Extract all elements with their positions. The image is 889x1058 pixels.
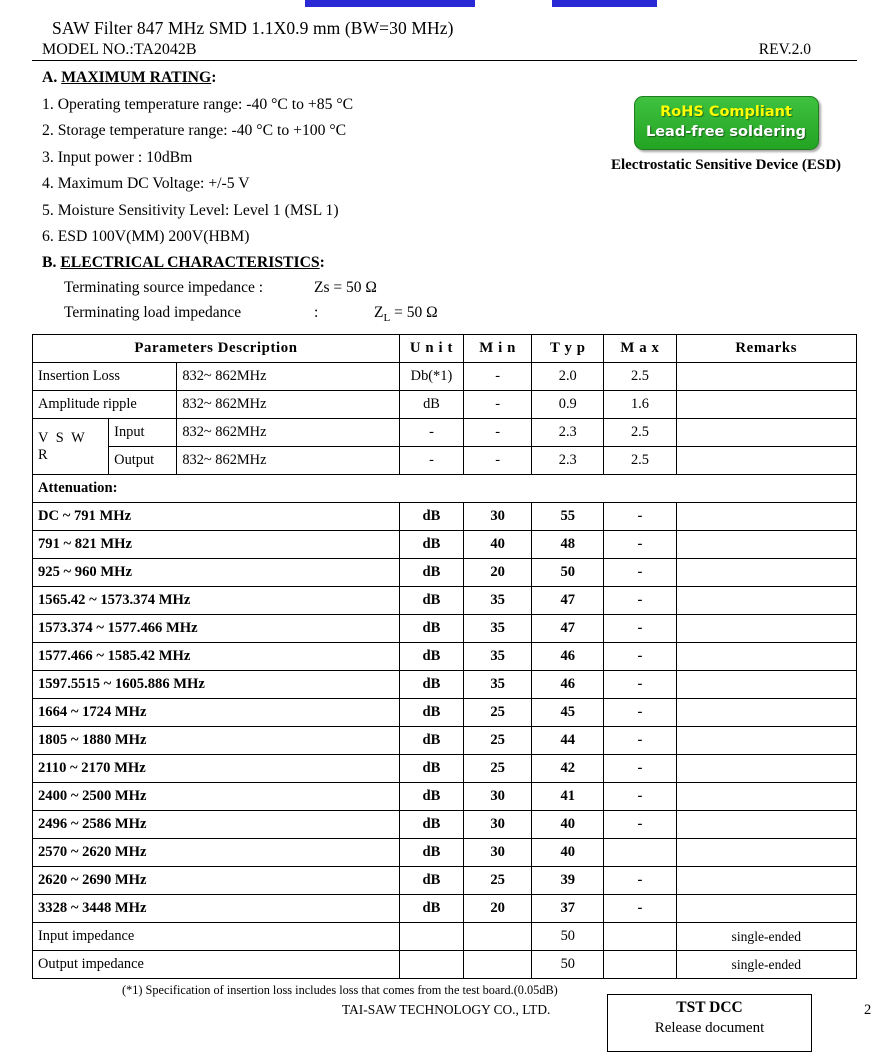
param-max: 2.5 [604, 447, 676, 475]
table-row [33, 923, 857, 951]
param-unit: - [399, 447, 463, 475]
attn-unit: dB [399, 615, 463, 643]
attn-min: 35 [464, 615, 532, 643]
table-row [33, 867, 857, 895]
attn-max: - [604, 503, 676, 531]
page-title: SAW Filter 847 MHz SMD 1.1X0.9 mm (BW=30 MHz) [52, 18, 454, 38]
attn-remarks [676, 531, 856, 559]
attn-remarks [676, 671, 856, 699]
header-max: M a x [604, 335, 676, 363]
attn-band: 1664 ~ 1724 MHz [33, 699, 400, 727]
attn-unit: dB [399, 867, 463, 895]
top-link-bar-left [305, 0, 475, 7]
rating-item: 3. Input power : 10dBm [42, 148, 193, 166]
param-freq: 832~ 862MHz [177, 419, 400, 447]
attn-typ: 41 [532, 783, 604, 811]
attn-typ: 48 [532, 531, 604, 559]
attn-typ: 45 [532, 699, 604, 727]
attn-band: 1565.42 ~ 1573.374 MHz [33, 587, 400, 615]
section-b-suffix: : [319, 254, 325, 271]
param-freq: 832~ 862MHz [177, 363, 400, 391]
footnote: (*1) Specification of insertion loss includes loss that comes from the test board.(0.05dB) [122, 983, 558, 998]
attn-min: 25 [464, 699, 532, 727]
attn-min: 30 [464, 783, 532, 811]
section-b-prefix: B. [42, 254, 61, 271]
table-row [33, 839, 857, 867]
table-row [33, 419, 857, 447]
page-number: 2 [864, 1002, 872, 1019]
attn-max: - [604, 783, 676, 811]
attn-unit: dB [399, 839, 463, 867]
company-name: TAI-SAW TECHNOLOGY CO., LTD. [342, 1002, 551, 1018]
attn-band: 2620 ~ 2690 MHz [33, 867, 400, 895]
attn-max: - [604, 895, 676, 923]
rating-item: 5. Moisture Sensitivity Level: Level 1 (MSL 1) [42, 201, 339, 219]
param-sub-output: Output [109, 447, 177, 475]
table-row [33, 951, 857, 979]
attn-min: 40 [464, 531, 532, 559]
param-max: 2.5 [604, 363, 676, 391]
source-impedance-label: Terminating source impedance : [64, 279, 264, 296]
dcc-subtitle: Release document [654, 1020, 765, 1037]
attn-min: 25 [464, 755, 532, 783]
attn-min: 25 [464, 727, 532, 755]
table-row [33, 447, 857, 475]
param-typ: 2.0 [532, 363, 604, 391]
attn-typ: 47 [532, 615, 604, 643]
param-typ: 0.9 [532, 391, 604, 419]
source-impedance-line [42, 279, 857, 297]
section-electrical-characteristics [32, 254, 857, 324]
param-remarks [676, 391, 856, 419]
attn-unit: dB [399, 783, 463, 811]
table-row [33, 671, 857, 699]
param-remarks [676, 363, 856, 391]
table-row [33, 391, 857, 419]
param-unit: Db(*1) [399, 363, 463, 391]
attn-typ: 44 [532, 727, 604, 755]
table-row [33, 587, 857, 615]
attn-remarks [676, 867, 856, 895]
attn-unit: dB [399, 727, 463, 755]
impedance-unit [399, 923, 463, 951]
attn-typ: 55 [532, 503, 604, 531]
top-link-bar-right [552, 0, 657, 7]
source-impedance-value: Zs = 50 Ω [314, 279, 377, 296]
param-sub-input: Input [109, 419, 177, 447]
attn-remarks [676, 559, 856, 587]
table-row [33, 363, 857, 391]
attn-typ: 42 [532, 755, 604, 783]
table-row [33, 699, 857, 727]
rating-item: 2. Storage temperature range: -40 °C to +100 °C [42, 122, 347, 139]
param-min: - [464, 391, 532, 419]
attn-min: 35 [464, 643, 532, 671]
attn-typ: 46 [532, 643, 604, 671]
header-unit: U n i t [399, 335, 463, 363]
attn-band: 1597.5515 ~ 1605.886 MHz [33, 671, 400, 699]
section-b-heading-text: ELECTRICAL CHARACTERISTICS [60, 254, 320, 271]
lead-free-label: Lead-free soldering [645, 124, 807, 140]
attn-typ: 50 [532, 559, 604, 587]
param-freq: 832~ 862MHz [177, 447, 400, 475]
param-typ: 2.3 [532, 419, 604, 447]
table-row [33, 895, 857, 923]
attn-band: 2110 ~ 2170 MHz [33, 755, 400, 783]
attn-unit: dB [399, 755, 463, 783]
param-remarks [676, 419, 856, 447]
attn-remarks [676, 503, 856, 531]
attn-max: - [604, 643, 676, 671]
attn-typ: 37 [532, 895, 604, 923]
param-name: Amplitude ripple [33, 391, 177, 419]
param-typ: 2.3 [532, 447, 604, 475]
attn-max: - [604, 811, 676, 839]
section-a-prefix: A. [42, 69, 62, 86]
param-max: 1.6 [604, 391, 676, 419]
section-a-heading-text: MAXIMUM RATING [61, 69, 212, 86]
attn-unit: dB [399, 811, 463, 839]
attn-min: 20 [464, 559, 532, 587]
attn-max: - [604, 867, 676, 895]
attn-max [604, 839, 676, 867]
attn-typ: 40 [532, 811, 604, 839]
attn-band: DC ~ 791 MHz [33, 503, 400, 531]
attn-min: 20 [464, 895, 532, 923]
table-row [33, 531, 857, 559]
load-impedance-value [374, 304, 438, 324]
param-name-vswr: V S W R [33, 419, 109, 475]
impedance-min [464, 951, 532, 979]
load-impedance-colon: : [314, 304, 319, 321]
header-remarks: Remarks [676, 335, 856, 363]
load-impedance-number: = 50 Ω [390, 304, 438, 321]
attn-typ: 39 [532, 867, 604, 895]
attn-unit: dB [399, 531, 463, 559]
attn-remarks [676, 587, 856, 615]
header-min: M i n [464, 335, 532, 363]
attn-remarks [676, 727, 856, 755]
impedance-label: Output impedance [33, 951, 400, 979]
impedance-unit [399, 951, 463, 979]
param-unit: dB [399, 391, 463, 419]
section-b-heading [42, 254, 857, 272]
attenuation-header-row [33, 475, 857, 503]
impedance-min [464, 923, 532, 951]
attn-unit: dB [399, 643, 463, 671]
attn-min: 30 [464, 839, 532, 867]
attn-min: 30 [464, 503, 532, 531]
param-min: - [464, 363, 532, 391]
attn-max: - [604, 755, 676, 783]
attn-max: - [604, 559, 676, 587]
attenuation-label: Attenuation: [33, 475, 857, 503]
header-parameters: Parameters Description [33, 335, 400, 363]
load-impedance-line [42, 304, 857, 324]
attn-remarks [676, 811, 856, 839]
table-row [33, 755, 857, 783]
param-name: Insertion Loss [33, 363, 177, 391]
attn-typ: 40 [532, 839, 604, 867]
rohs-compliant-label: RoHS Compliant [660, 104, 792, 120]
rating-item: 4. Maximum DC Voltage: +/-5 V [42, 175, 250, 192]
impedance-max [604, 951, 676, 979]
attn-band: 925 ~ 960 MHz [33, 559, 400, 587]
section-a-suffix: : [211, 69, 217, 86]
param-remarks [676, 447, 856, 475]
load-impedance-symbol: Z [374, 304, 384, 321]
attn-remarks [676, 839, 856, 867]
dcc-stamp [607, 994, 812, 1052]
load-impedance-subscript: L [383, 312, 391, 325]
attn-unit: dB [399, 559, 463, 587]
attn-band: 1577.466 ~ 1585.42 MHz [33, 643, 400, 671]
dcc-title: TST DCC [676, 999, 743, 1017]
table-row [33, 643, 857, 671]
attn-remarks [676, 895, 856, 923]
table-row [33, 811, 857, 839]
rohs-badge [634, 96, 819, 150]
attn-unit: dB [399, 503, 463, 531]
page-footer [32, 999, 872, 1058]
param-min: - [464, 419, 532, 447]
param-unit: - [399, 419, 463, 447]
attn-remarks [676, 783, 856, 811]
table-row [33, 783, 857, 811]
attn-remarks [676, 643, 856, 671]
impedance-remarks: single-ended [676, 923, 856, 951]
attn-band: 791 ~ 821 MHz [33, 531, 400, 559]
attn-max: - [604, 615, 676, 643]
rating-item: 6. ESD 100V(MM) 200V(HBM) [42, 228, 250, 245]
impedance-remarks: single-ended [676, 951, 856, 979]
param-freq: 832~ 862MHz [177, 391, 400, 419]
attn-min: 35 [464, 587, 532, 615]
attn-unit: dB [399, 895, 463, 923]
attn-min: 25 [464, 867, 532, 895]
table-row [33, 559, 857, 587]
attn-band: 1805 ~ 1880 MHz [33, 727, 400, 755]
table-row [33, 503, 857, 531]
top-link-bars [0, 0, 889, 8]
attn-unit: dB [399, 587, 463, 615]
attn-band: 3328 ~ 3448 MHz [33, 895, 400, 923]
attn-remarks [676, 699, 856, 727]
attn-max: - [604, 727, 676, 755]
param-max: 2.5 [604, 419, 676, 447]
table-row [33, 615, 857, 643]
attn-max: - [604, 671, 676, 699]
param-min: - [464, 447, 532, 475]
specification-table [32, 334, 857, 979]
attn-typ: 47 [532, 587, 604, 615]
attn-unit: dB [399, 699, 463, 727]
attn-max: - [604, 587, 676, 615]
attn-min: 30 [464, 811, 532, 839]
rohs-esd-block [581, 96, 871, 174]
impedance-typ: 50 [532, 923, 604, 951]
attn-typ: 46 [532, 671, 604, 699]
model-number: MODEL NO.:TA2042B [42, 41, 197, 58]
rating-item: 1. Operating temperature range: -40 °C to +85 °C [42, 95, 354, 113]
attn-band: 2496 ~ 2586 MHz [33, 811, 400, 839]
model-row [32, 41, 857, 61]
impedance-max [604, 923, 676, 951]
attn-max: - [604, 531, 676, 559]
attn-band: 2400 ~ 2500 MHz [33, 783, 400, 811]
attn-band: 1573.374 ~ 1577.466 MHz [33, 615, 400, 643]
table-row [33, 727, 857, 755]
impedance-typ: 50 [532, 951, 604, 979]
attn-remarks [676, 615, 856, 643]
attn-min: 35 [464, 671, 532, 699]
revision: REV.2.0 [758, 41, 811, 58]
header-typ: T y p [532, 335, 604, 363]
attn-unit: dB [399, 671, 463, 699]
attn-max: - [604, 699, 676, 727]
load-impedance-label: Terminating load impedance [64, 304, 242, 321]
table-header-row [33, 335, 857, 363]
attn-band: 2570 ~ 2620 MHz [33, 839, 400, 867]
impedance-label: Input impedance [33, 923, 400, 951]
section-a-heading [42, 69, 857, 87]
attn-remarks [676, 755, 856, 783]
esd-caption: Electrostatic Sensitive Device (ESD) [610, 157, 842, 173]
